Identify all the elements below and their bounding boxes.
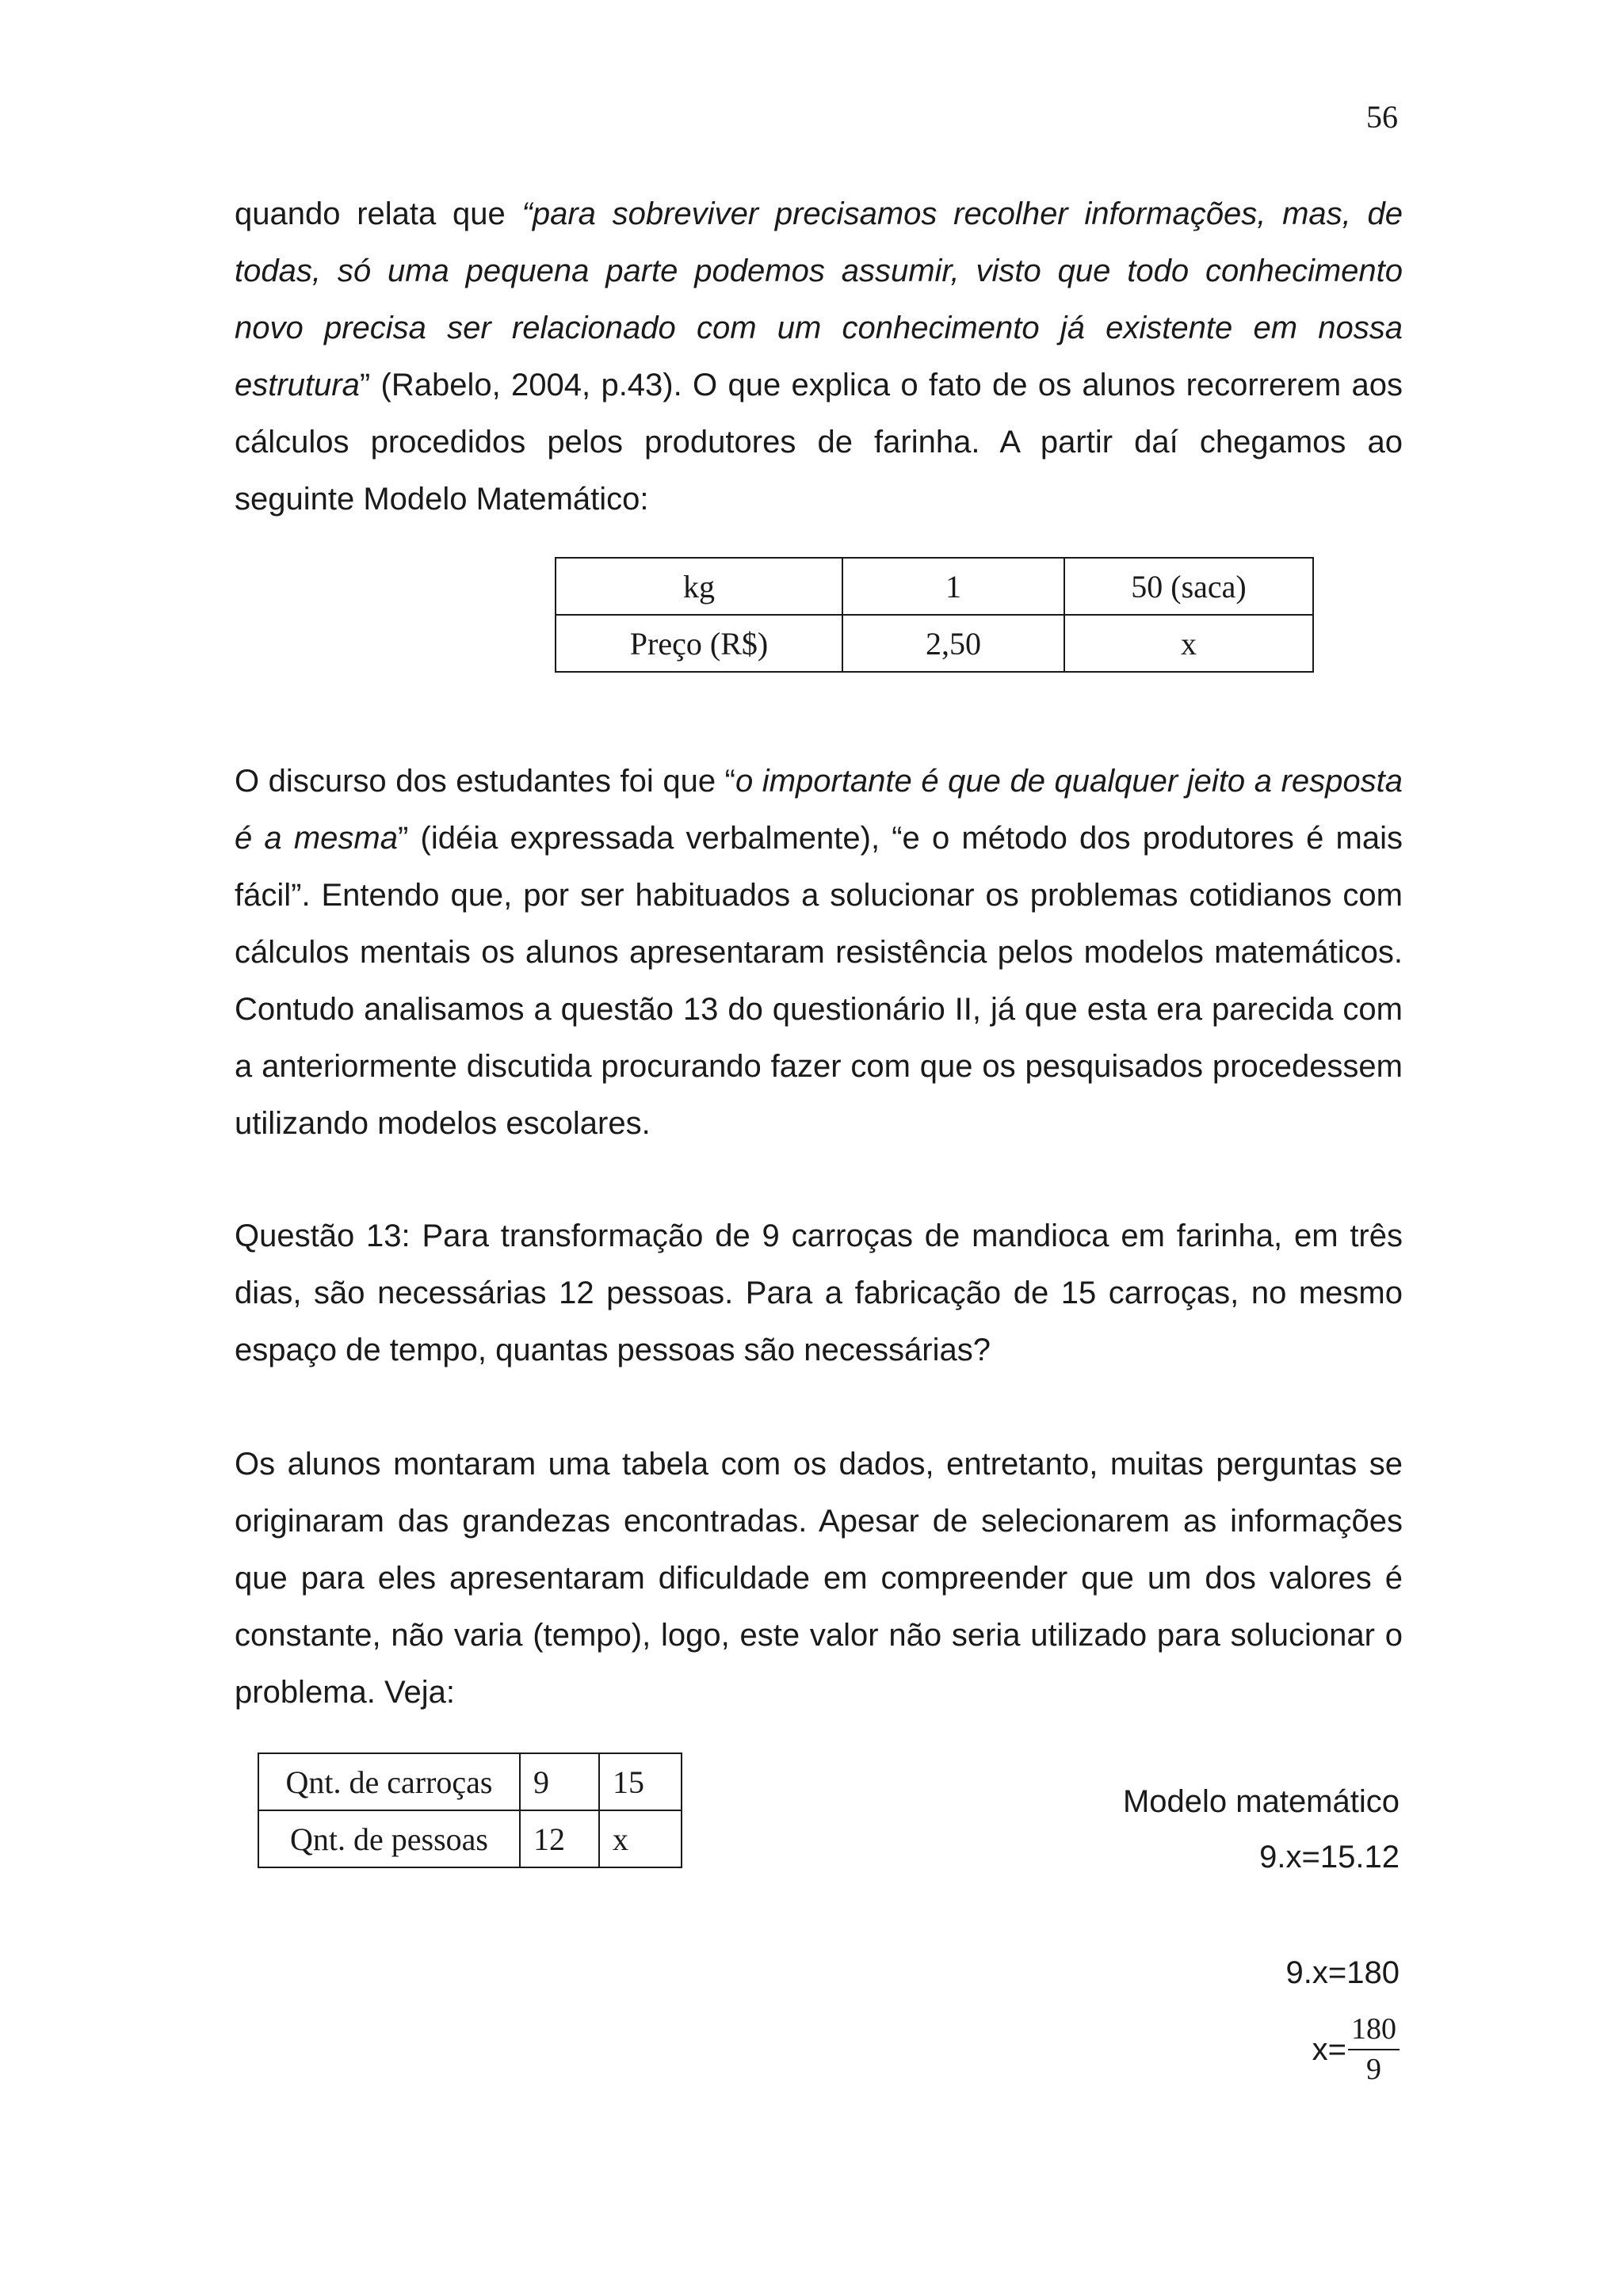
table-cell: 9 bbox=[520, 1753, 599, 1810]
table-cell: 50 (saca) bbox=[1064, 558, 1313, 615]
table-cell: Preço (R$) bbox=[556, 615, 842, 672]
paragraph-trail-text: ” (Rabelo, 2004, p.43). O que explica o fato de os alunos recorrerem aos cálculos procedidos pelos produtores de farinha. A partir daí chegamos ao seguinte Modelo Matemático: bbox=[235, 368, 1403, 517]
paragraph-question-13: Questão 13: Para transformação de 9 carroças de mandioca em farinha, em três dias, são necessárias 12 pessoas. Para a fabricação de 15 carroças, no mesmo espaço de tempo, quantas pessoas são necessárias? bbox=[235, 1219, 1403, 1367]
paragraph-student-discourse bbox=[235, 753, 1403, 1152]
price-table bbox=[555, 557, 1314, 673]
table-cell: x bbox=[599, 1810, 682, 1867]
fraction-lhs: x= bbox=[1312, 2031, 1346, 2067]
table-cell: 2,50 bbox=[842, 615, 1064, 672]
equation-2: 9.x=180 bbox=[1285, 1955, 1400, 1990]
paragraph-table-explanation: Os alunos montaram uma tabela com os dados, entretanto, muitas perguntas se originaram das grandezas encontradas. Apesar de selecionarem as informações que para eles apresentaram dificuldade em compreender que um dos valores é constante, não varia (tempo), logo, este valor não seria utilizado para solucionar o problema. Veja: bbox=[235, 1447, 1403, 1710]
table-cell: x bbox=[1064, 615, 1313, 672]
model-title: Modelo matemático bbox=[1122, 1784, 1400, 1819]
fraction bbox=[1348, 2011, 1400, 2088]
paragraph-lead-text: O discurso dos estudantes foi que “ bbox=[235, 764, 735, 799]
quoted-text: o importante é que de qualquer jeito a resposta é a mesma bbox=[235, 764, 1403, 856]
quoted-text: “para sobreviver precisamos recolher informações, mas, de todas, só uma pequena parte podemos assumir, visto que todo conhecimento novo precisa ser relacionado com um conhecimento já existente em nossa estrutura bbox=[235, 196, 1403, 402]
equation-1: 9.x=15.12 bbox=[1259, 1840, 1400, 1875]
table-row bbox=[556, 615, 1313, 672]
paragraph-trail-text: ” (idéia expressada verbalmente), “e o método dos produtores é mais fácil”. Entendo que, por ser habituados a solucionar os problemas cotidianos com cálculos mentais os alunos apresentaram resistência pelos modelos matemáticos. Contudo analisamos a questão 13 do questionário II, já que esta era parecida com a anteriormente discutida procurando fazer com que os pesquisados procedessem utilizando modelos escolares. bbox=[235, 821, 1403, 1141]
fraction-numerator: 180 bbox=[1348, 2011, 1400, 2050]
page-number: 56 bbox=[1366, 99, 1398, 135]
table-cell: 12 bbox=[520, 1810, 599, 1867]
fraction-denominator: 9 bbox=[1366, 2053, 1381, 2086]
table-row bbox=[258, 1753, 682, 1810]
table-cell: kg bbox=[556, 558, 842, 615]
table-row bbox=[258, 1810, 682, 1867]
paragraph-rabelo-quote bbox=[235, 185, 1403, 528]
table-cell: 1 bbox=[842, 558, 1064, 615]
table-cell: 15 bbox=[599, 1753, 682, 1810]
table-row bbox=[556, 558, 1313, 615]
table-cell: Qnt. de carroças bbox=[258, 1753, 520, 1810]
carts-people-table bbox=[258, 1753, 682, 1868]
table-cell: Qnt. de pessoas bbox=[258, 1810, 520, 1867]
equation-3-fraction bbox=[1312, 2011, 1400, 2088]
paragraph-lead-text: quando relata que bbox=[235, 196, 522, 231]
